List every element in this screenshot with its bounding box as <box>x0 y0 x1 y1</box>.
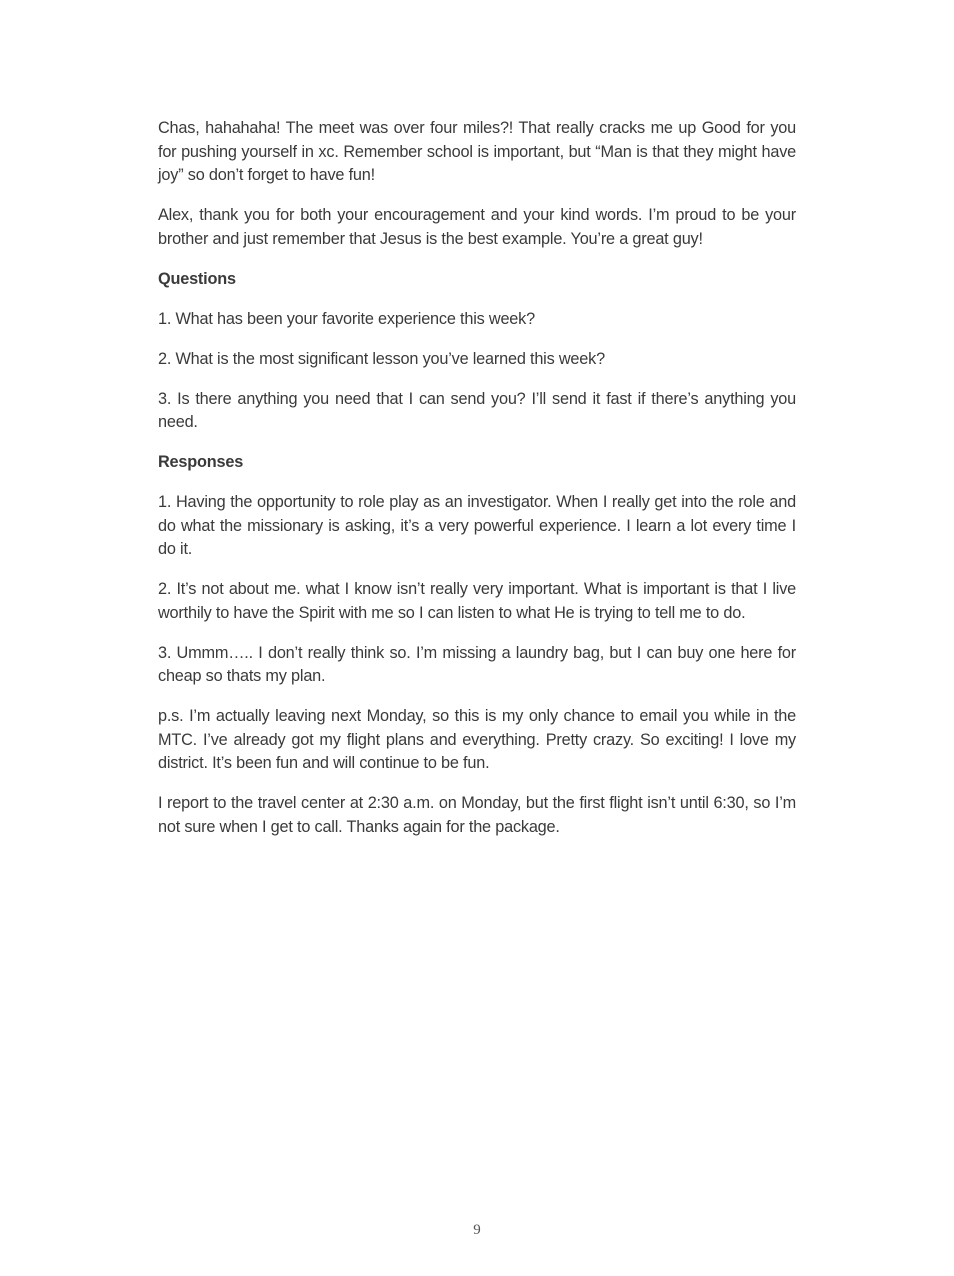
paragraph-alex: Alex, thank you for both your encouragement and your kind words. I’m proud to be your brother and just remember that Jesus is the best example. You’re a great guy! <box>158 206 796 248</box>
response-item: 3. Ummm….. I don’t really think so. I’m missing a laundry bag, but I can buy one here for cheap so thats my plan. <box>158 643 796 685</box>
questions-heading: Questions <box>158 269 236 288</box>
page-number: 9 <box>473 1222 481 1238</box>
closing-paragraph-travel: I report to the travel center at 2:30 a.m. on Monday, but the first flight isn’t until 6:30, so I’m not sure when I get to call. Thanks again for the package. <box>158 794 796 836</box>
response-item: 2. It’s not about me. what I know isn’t really very important. What is important is that I live worthily to have the Spirit with me so I can listen to what He is trying to tell me to do. <box>158 580 796 622</box>
response-item: 1. Having the opportunity to role play as an investigator. When I really get into the role and do what the missionary is asking, it’s a very powerful experience. I learn a lot every time I do it. <box>158 493 796 558</box>
responses-heading: Responses <box>158 453 244 471</box>
question-item: 3. Is there anything you need that I can send you? I’ll send it fast if there’s anything you need. <box>158 389 796 431</box>
letter-body <box>158 117 796 856</box>
paragraph-chas: Chas, hahahaha! The meet was over four miles?! That really cracks me up Good for you for pushing yourself in xc. Remember school is important, but “Man is that they might have joy” so don’t forget to have fun! <box>158 119 796 184</box>
question-item: 1. What has been your favorite experience this week? <box>158 309 535 328</box>
question-item: 2. What is the most significant lesson you’ve learned this week? <box>158 349 605 368</box>
closing-paragraph-ps: p.s. I’m actually leaving next Monday, so this is my only chance to email you while in the MTC. I’ve already got my flight plans and everything. Pretty crazy. So exciting! I love my district. It’s been fun and will continue to be fun. <box>158 707 796 772</box>
